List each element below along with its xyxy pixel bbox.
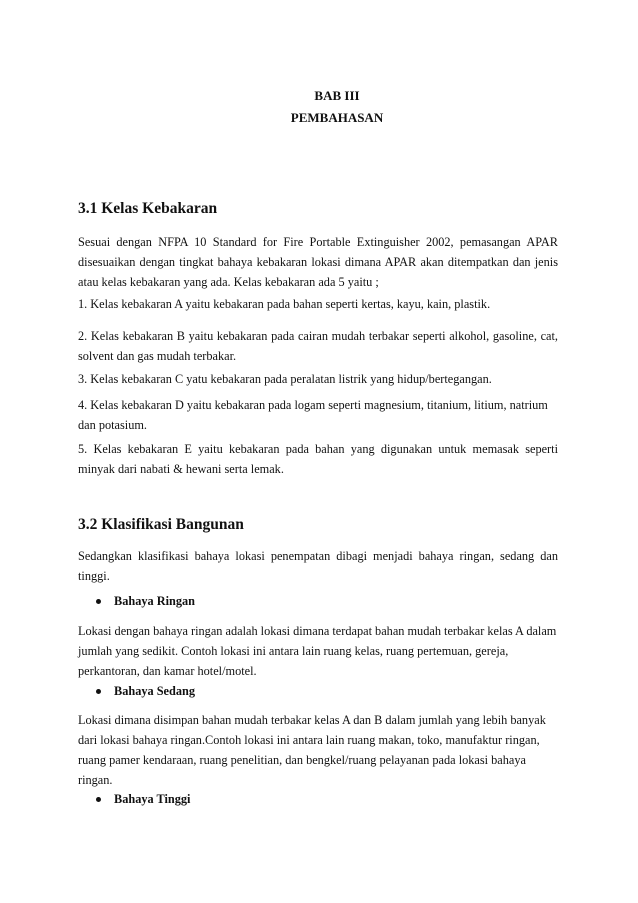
- section2-intro-paragraph: Sedangkan klasifikasi bahaya lokasi penempatan dibagi menjadi bahaya ringan, sedang dan tinggi.: [78, 549, 558, 583]
- bahaya-ringan-paragraph: Lokasi dengan bahaya ringan adalah lokasi dimana terdapat bahan mudah terbakar kelas A dalam jumlah yang sedikit. Contoh lokasi ini antara lain ruang kelas, ruang pertemuan, gereja, perkantoran, dan kamar hotel/motel.: [78, 624, 557, 678]
- kelas-b-item: 2. Kelas kebakaran B yaitu kebakaran pada cairan mudah terbakar seperti alkohol, gasoline, cat, solvent dan gas mudah terbakar.: [78, 329, 558, 363]
- bullet-label: Bahaya Ringan: [114, 594, 195, 608]
- bullet-bahaya-ringan: [96, 593, 195, 609]
- bullet-dot-icon: [96, 797, 101, 802]
- section1-intro-paragraph: Sesuai dengan NFPA 10 Standard for Fire Portable Extinguisher 2002, pemasangan APAR disesuaikan dengan tingkat bahaya kebakaran lokasi dimana APAR akan ditempatkan dan jenis atau kelas kebakaran yang ada. Kelas kebakaran ada 5 yaitu ;: [78, 235, 558, 289]
- bullet-label: Bahaya Tinggi: [114, 792, 191, 806]
- chapter-subtitle: PEMBAHASAN: [290, 110, 384, 125]
- kelas-d-item: 4. Kelas kebakaran D yaitu kebakaran pada logam seperti magnesium, titanium, litium, natrium dan potasium.: [78, 398, 548, 432]
- kelas-a-item: 1. Kelas kebakaran A yaitu kebakaran pada bahan seperti kertas, kayu, kain, plastik.: [78, 297, 491, 311]
- kelas-e-item: 5. Kelas kebakaran E yaitu kebakaran pada bahan yang digunakan untuk memasak seperti minyak dari nabati & hewani serta lemak.: [78, 442, 558, 476]
- section-heading-klasifikasi-bangunan: 3.2 Klasifikasi Bangunan: [78, 516, 244, 533]
- section-heading-kelas-kebakaran: 3.1 Kelas Kebakaran: [78, 200, 218, 217]
- bullet-label: Bahaya Sedang: [114, 684, 195, 698]
- bullet-dot-icon: [96, 689, 101, 694]
- bullet-bahaya-sedang: [96, 683, 195, 699]
- bullet-dot-icon: [96, 599, 101, 604]
- kelas-c-item: 3. Kelas kebakaran C yatu kebakaran pada peralatan listrik yang hidup/bertegangan.: [78, 372, 492, 386]
- bahaya-sedang-paragraph: Lokasi dimana disimpan bahan mudah terbakar kelas A dan B dalam jumlah yang lebih banyak dari lokasi bahaya ringan.Contoh lokasi ini antara lain ruang makan, toko, manufaktur ringan, ruang pamer kendaraan, ruang penelitian, dan bengkel/ruang pelayanan pada lokasi bahaya ringan.: [78, 713, 546, 787]
- bullet-bahaya-tinggi: [96, 791, 190, 807]
- chapter-title: BAB III: [314, 88, 360, 103]
